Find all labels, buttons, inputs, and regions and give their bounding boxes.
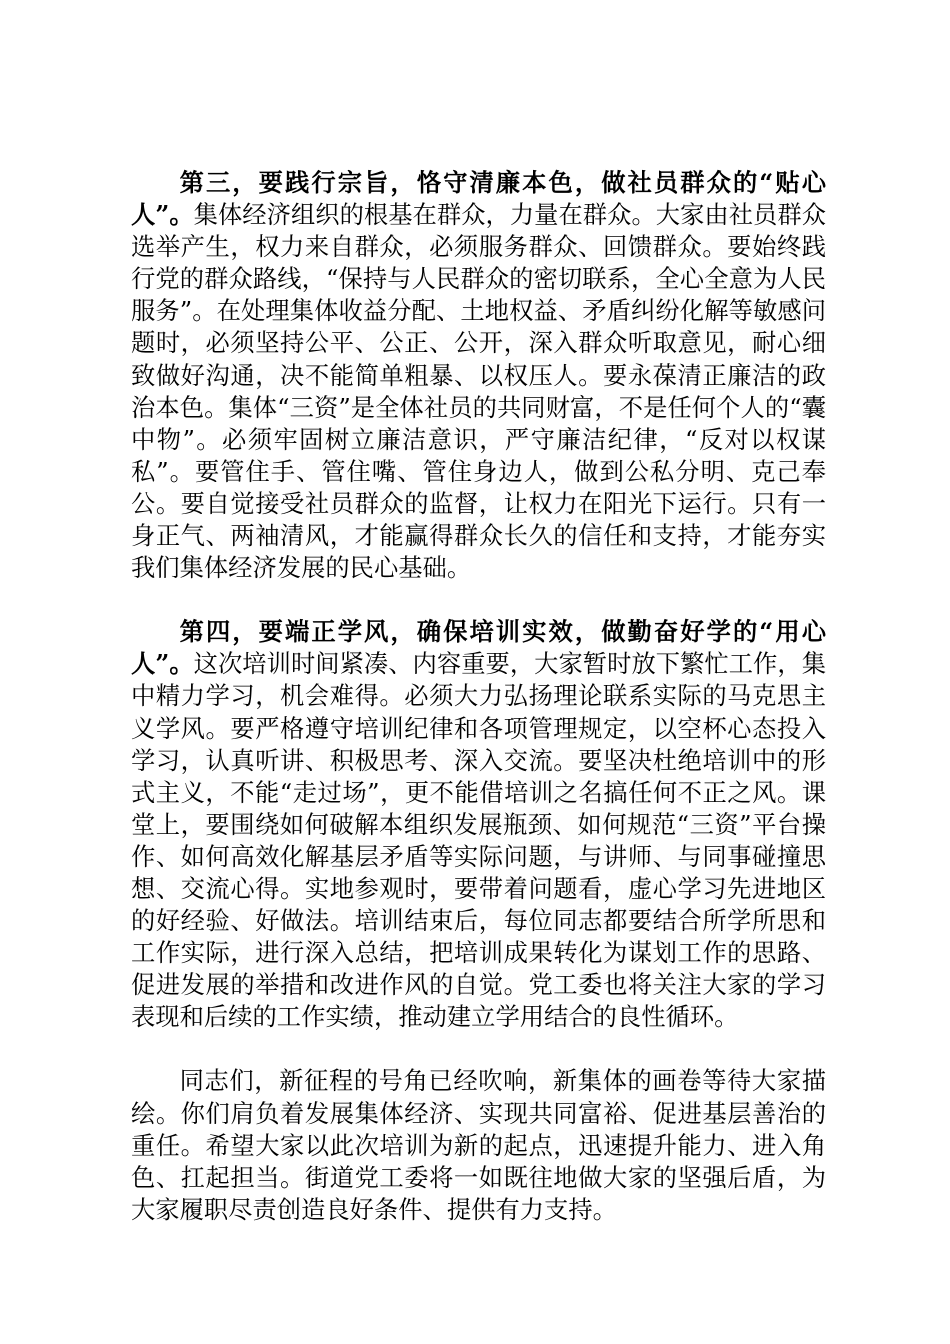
paragraph-third-point (131, 167, 826, 584)
paragraph-body: 集体经济组织的根基在群众，力量在群众。大家由社员群众选举产生，权力来自群众，必须服务群众、回馈群众。要始终践行党的群众路线，“保持与人民群众的密切联系，全心全意为人民服务”。在处理集体收益分配、土地权益、矛盾纠纷化解等敏感问题时，必须坚持公平、公正、公开，深入群众听取意见，耐心细致做好沟通，决不能简单粗暴、以权压人。要永葆清正廉洁的政治本色。集体“三资”是全体社员的共同财富，不是任何个人的“囊中物”。必须牢固树立廉洁意识，严守廉洁纪律，“反对以权谋私”。要管住手、管住嘴、管住身边人，做到公私分明、克己奉公。要自觉接受社员群众的监督，让权力在阳光下运行。只有一身正气、两袖清风，才能赢得群众长久的信任和支持，才能夯实我们集体经济发展的民心基础。 (131, 200, 827, 583)
paragraph-body: 同志们，新征程的号角已经吹响，新集体的画卷等待大家描绘。你们肩负着发展集体经济、实现共同富裕、促进基层善治的重任。希望大家以此次培训为新的起点，迅速提升能力、进入角色、扛起担当。街道党工委将一如既往地做大家的坚强后盾，为大家履职尽责创造良好条件、提供有力支持。 (131, 1066, 826, 1224)
paragraph-lead: 第三，要践行宗旨，恪守清廉本色，做社员群众的“贴心人”。 (131, 168, 826, 230)
paragraph-closing (131, 1065, 826, 1225)
paragraph-fourth-point (131, 616, 826, 1033)
paragraph-body: 这次培训时间紧凑、内容重要，大家暂时放下繁忙工作，集中精力学习，机会难得。必须大力弘扬理论联系实际的马克思主义学风。要严格遵守培训纪律和各项管理规定，以空杯心态投入学习，认真听讲、积极思考、深入交流。要坚决杜绝培训中的形式主义，不能“走过场”，更不能借培训之名搞任何不正之风。课堂上，要围绕如何破解本组织发展瓶颈、如何规范“三资”平台操作、如何高效化解基层矛盾等实际问题，与讲师、与同事碰撞思想、交流心得。实地参观时，要带着问题看，虚心学习先进地区的好经验、好做法。培训结束后，每位同志都要结合所学所思和工作实际，进行深入总结，把培训成果转化为谋划工作的思路、促进发展的举措和改进作风的自觉。党工委也将关注大家的学习表现和后续的工作实绩，推动建立学用结合的良性循环。 (131, 649, 827, 1032)
paragraph-lead: 第四，要端正学风，确保培训实效，做勤奋好学的“用心人”。 (131, 617, 826, 679)
document-page (131, 167, 826, 1226)
